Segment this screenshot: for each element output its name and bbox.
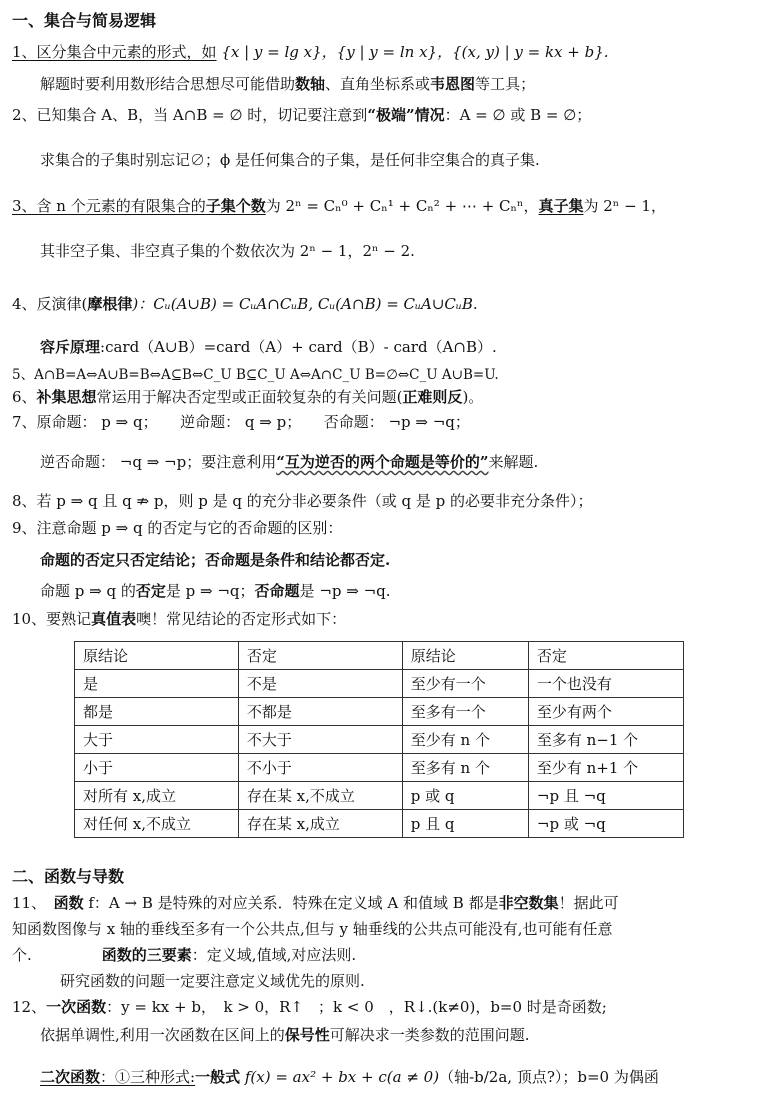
item-11-line2: 知函数图像与 x 轴的垂线至多有一个公共点,但与 y 轴垂线的公共点可能没有,也可能有任意 xyxy=(12,920,613,938)
item-3: 3、含 n 个元素的有限集合的子集个数为 2ⁿ = Cₙ⁰ + Cₙ¹ + Cₙ² + ⋯ + Cₙⁿ，真子集为 2ⁿ − 1， xyxy=(12,197,666,215)
table-row xyxy=(75,782,684,810)
table-cell: 一个也没有 xyxy=(528,670,683,698)
table-cell: 不大于 xyxy=(238,726,402,754)
item-3-note: 其非空子集、非空真子集的个数依次为 2ⁿ − 1，2ⁿ − 2. xyxy=(40,242,415,260)
table-cell: p 且 q xyxy=(402,810,528,838)
table-cell: 是 xyxy=(75,670,239,698)
table-cell: ¬p 或 ¬q xyxy=(528,810,683,838)
table-cell: 否定 xyxy=(238,642,402,670)
item-1-note: 解题时要利用数形结合思想尽可能借助数轴、直角坐标系或韦恩图等工具； xyxy=(40,75,536,93)
table-cell: 至多有 n 个 xyxy=(402,754,528,782)
table-cell: 至少有两个 xyxy=(528,698,683,726)
item-11-line4: 研究函数的问题一定要注意定义域优先的原则. xyxy=(60,972,365,990)
table-cell: 对任何 x,不成立 xyxy=(75,810,239,838)
table-cell: 至少有 n 个 xyxy=(402,726,528,754)
item-7: 7、原命题： p ⇒ q； 逆命题： q ⇒ p； 否命题： ¬p ⇒ ¬q； xyxy=(12,413,470,431)
item-7-note: 逆否命题： ¬q ⇒ ¬p；要注意利用“互为逆否的两个命题是等价的”来解题. xyxy=(40,453,539,471)
table-cell: 小于 xyxy=(75,754,239,782)
item-9-example: 命题 p ⇒ q 的否定是 p ⇒ ¬q；否命题是 ¬p ⇒ ¬q. xyxy=(40,582,391,600)
item-11-line3: 个. 函数的三要素：定义域,值域,对应法则. xyxy=(12,946,357,964)
item-12: 12、一次函数：y = kx + b， k > 0，R↑ ；k < 0 ，R↓.(k≠0)，b=0 时是奇函数; xyxy=(12,998,607,1016)
item-1: 1、区分集合中元素的形式，如 {x | y = lg x}，{y | y = ln x}，{(x, y) | y = kx + b}. xyxy=(12,43,609,61)
item-quadratic: 二次函数：①三种形式:一般式 f(x) = ax² + bx + c(a ≠ 0)（轴-b/2a, 顶点?）；b=0 为偶函 xyxy=(40,1068,659,1086)
table-cell: 对所有 x,成立 xyxy=(75,782,239,810)
table-cell: 至多有一个 xyxy=(402,698,528,726)
negation-table xyxy=(74,641,684,838)
table-row xyxy=(75,810,684,838)
section2-title: 二、函数与导数 xyxy=(12,867,125,886)
item-2: 2、已知集合 A、B，当 A∩B = ∅ 时，切记要注意到“极端”情况：A = ∅ 或 B = ∅； xyxy=(12,106,592,124)
table-cell: 存在某 x,成立 xyxy=(238,810,402,838)
table-cell: 不是 xyxy=(238,670,402,698)
table-cell: 都是 xyxy=(75,698,239,726)
table-row xyxy=(75,726,684,754)
item-4-note: 容斥原理:card（A∪B）=card（A）+ card（B）- card（A∩B）. xyxy=(40,338,497,356)
item-9-rule: 命题的否定只否定结论；否命题是条件和结论都否定. xyxy=(40,551,391,569)
table-cell: 至少有 n+1 个 xyxy=(528,754,683,782)
item-6: 6、补集思想常运用于解决否定型或正面较复杂的有关问题(正难则反)。 xyxy=(12,388,484,406)
item-9: 9、注意命题 p ⇒ q 的否定与它的否命题的区别： xyxy=(12,519,343,537)
table-row xyxy=(75,754,684,782)
table-cell: p 或 q xyxy=(402,782,528,810)
table-row xyxy=(75,698,684,726)
item-12-note: 依据单调性,利用一次函数在区间上的保号性可解决求一类参数的范围问题. xyxy=(40,1026,530,1044)
item-11: 11、 函数 f：A → B 是特殊的对应关系．特殊在定义域 A 和值域 B 都是非空数集！据此可 xyxy=(12,894,619,912)
table-cell: 不都是 xyxy=(238,698,402,726)
item-10: 10、要熟记真值表噢！常见结论的否定形式如下： xyxy=(12,610,347,628)
table-cell: 大于 xyxy=(75,726,239,754)
table-cell: ¬p 且 ¬q xyxy=(528,782,683,810)
table-cell: 原结论 xyxy=(75,642,239,670)
table-cell: 存在某 x,不成立 xyxy=(238,782,402,810)
table-cell: 至多有 n−1 个 xyxy=(528,726,683,754)
table-cell: 原结论 xyxy=(402,642,528,670)
table-cell: 不小于 xyxy=(238,754,402,782)
item-4: 4、反演律(摩根律)：Cᵤ(A∪B) = CᵤA∩CᵤB, Cᵤ(A∩B) = CᵤA∪CᵤB. xyxy=(12,295,478,313)
section1-title: 一、集合与简易逻辑 xyxy=(12,11,157,30)
item-5: 5、A∩B=A⇔A∪B=B⇔A⊆B⇔C_U B⊆C_U A⇔A∩C_U B=∅⇔C_U A∪B=U. xyxy=(12,367,499,383)
item-8: 8、若 p ⇒ q 且 q ⇏ p，则 p 是 q 的充分非必要条件（或 q 是 p 的必要非充分条件）； xyxy=(12,492,593,510)
item-2-note: 求集合的子集时别忘记∅；ϕ 是任何集合的子集，是任何非空集合的真子集. xyxy=(40,151,540,169)
table-cell: 否定 xyxy=(528,642,683,670)
table-row xyxy=(75,670,684,698)
table-header-row xyxy=(75,642,684,670)
table-cell: 至少有一个 xyxy=(402,670,528,698)
